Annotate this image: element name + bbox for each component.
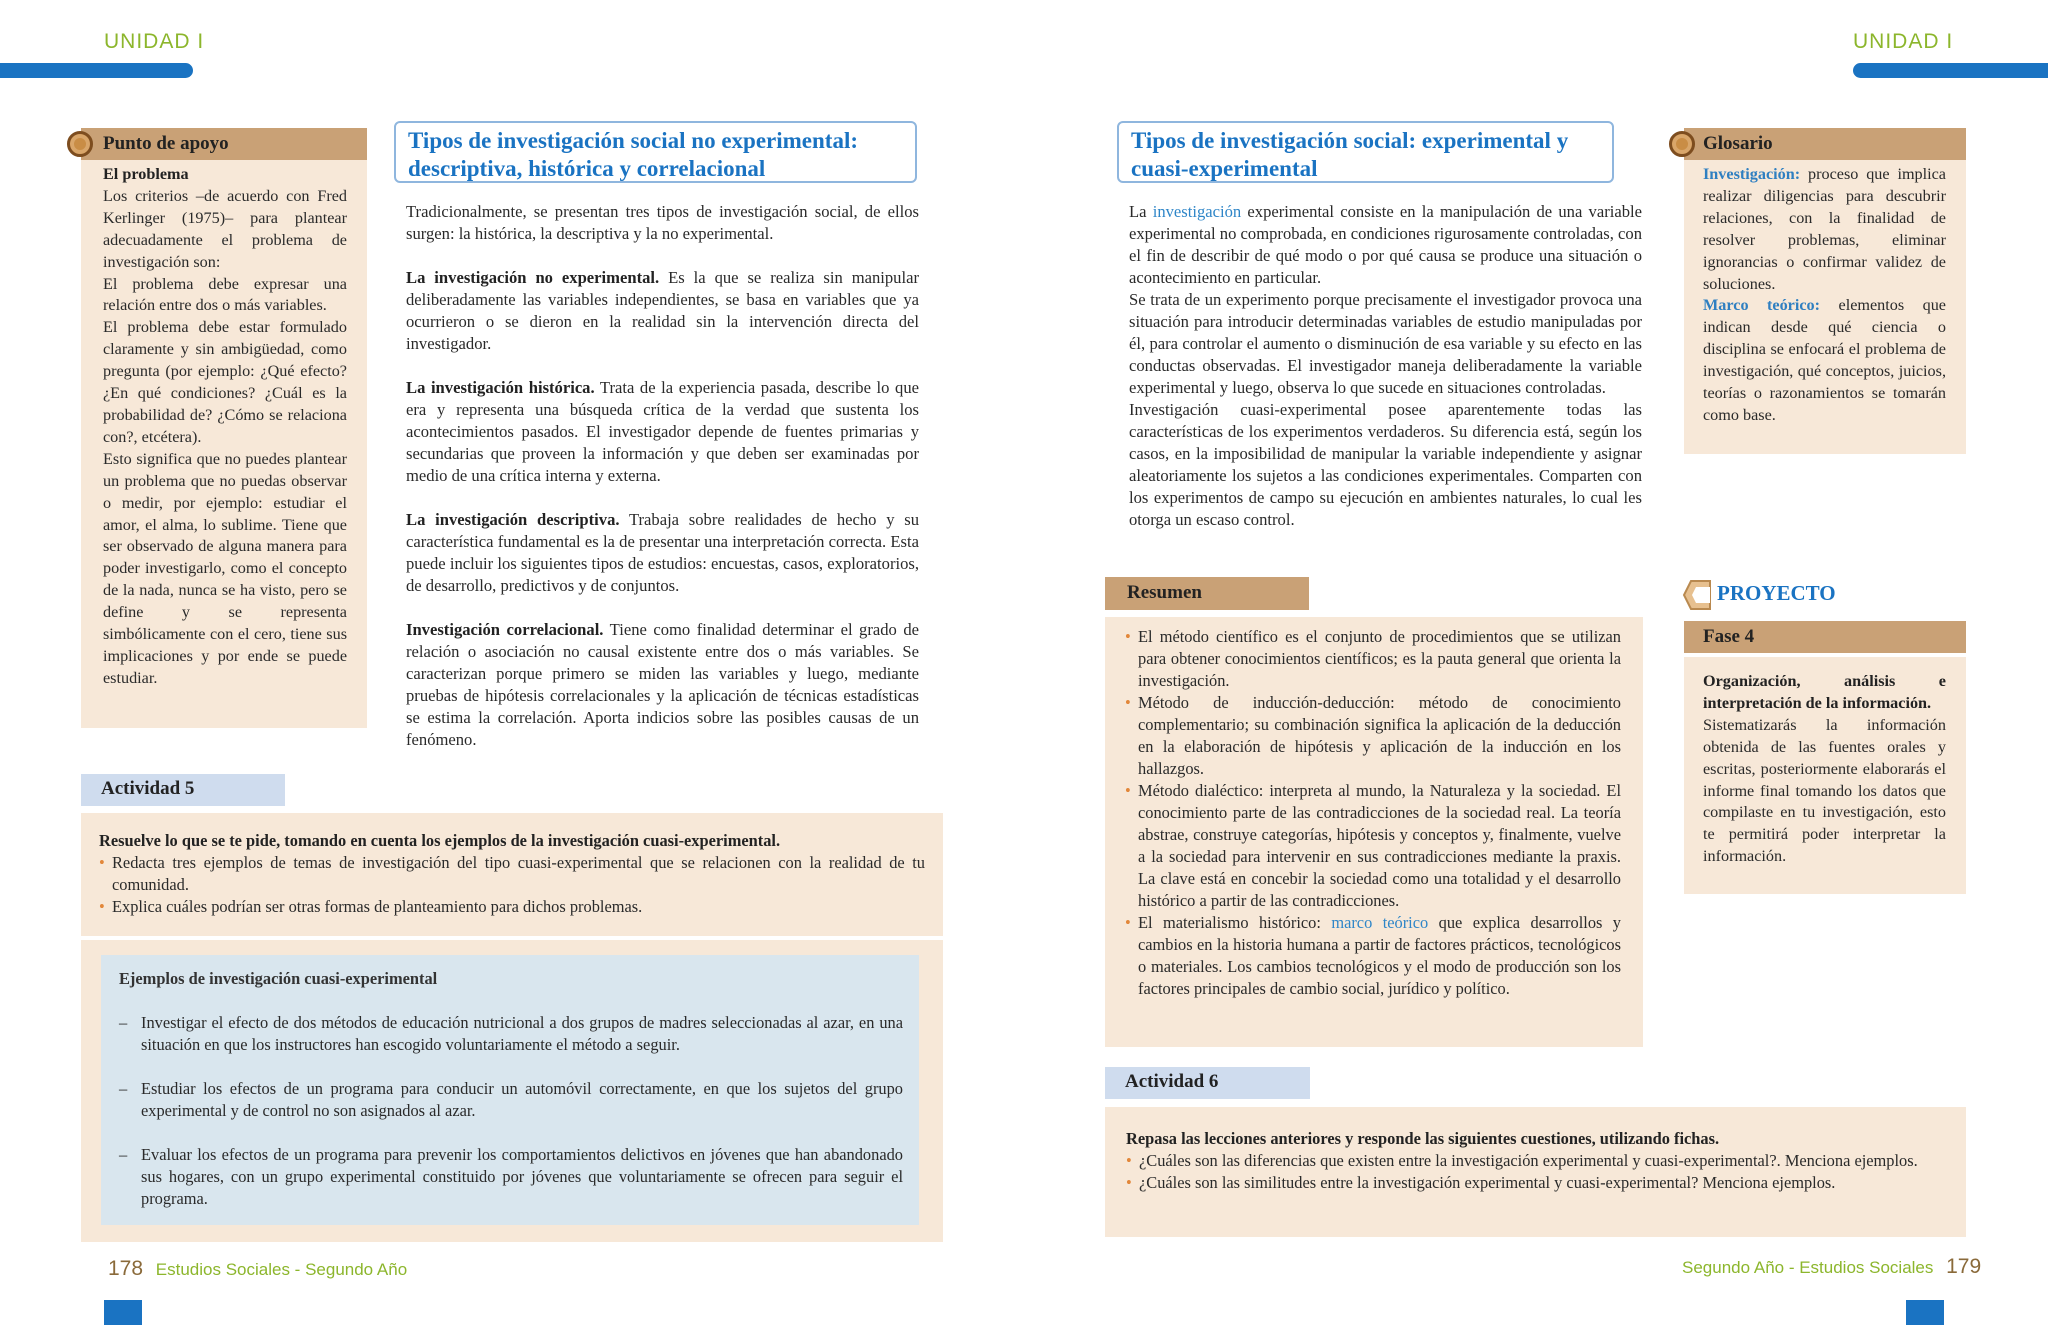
ejemplos-title: Ejemplos de investigación cuasi-experimental (119, 969, 438, 988)
page-number-left: 178 (108, 1257, 144, 1280)
actividad-6-box (1105, 1107, 1966, 1237)
body-paragraph-3: Investigación cuasi-experimental posee aparentemente todas las características de los experimentos verdaderos. Su diferencia está, según los casos, en la imposibilidad de manipular la variable independiente y asignar aleatoriamente los sujetos a las condiciones experimentales. Comparten con los experimentos de campo su ejecución en ambientes naturales, lo cual les otorga un escaso control. (1129, 400, 1642, 529)
resumen-box (1105, 617, 1643, 1047)
ejemplos-box (101, 955, 919, 1225)
proyecto-box (1684, 657, 1966, 894)
paragraph-descriptiva: La investigación descriptiva. Trabaja sobre realidades de hecho y su característica fundamental es la de presentar una interpretación correcta. Esta puede incluir los siguientes tipos de estudios: encuestas, casos, exploratorios, de desarrollo, predictivos y de conjuntos. (406, 510, 919, 595)
glosario-box (1684, 128, 1966, 454)
body-paragraph-1: La investigación experimental consiste en la manipulación de una variable experimental no comprobada, en condiciones rigurosamente controladas, con el fin de describir de qué modo o por qué causa se produce una situación o acontecimiento en particular. (1129, 202, 1642, 287)
resumen-title: Resumen (1105, 577, 1309, 610)
left-body (406, 201, 919, 751)
resumen-bullet: • El método científico es el conjunto de procedimientos que se utilizan para obtener conocimientos científicos; es la pauta general que orienta la investigación. (1125, 626, 1621, 692)
paragraph-no-experimental: La investigación no experimental. Es la que se realiza sin manipular deliberadamente las variables independientes, se basa en variables que ya ocurrieron o se dieron en la realidad sin la intervención directa del investigador. (406, 268, 919, 353)
unit-label-left: UNIDAD I (104, 30, 205, 53)
footer-text-left: Estudios Sociales - Segundo Año (155, 1260, 408, 1279)
punto-apoyo-icon (67, 131, 93, 157)
actividad-6-title: Actividad 6 (1105, 1067, 1310, 1099)
footer-tab-right (1906, 1300, 1944, 1325)
right-body (1129, 201, 1642, 531)
body-paragraph-2: Se trata de un experimento porque precisamente el investigador provoca una situación para introducir determinadas variables de estudio manipuladas por él, para controlar el aumento o disminución de esa variable y su efecto en las conductas observadas. El investigador maneja deliberadamente la variable experimental y luego, observa lo que sucede en situaciones controladas. (1129, 290, 1642, 397)
resumen-bullet: • Método dialéctico: interpreta al mundo, la Naturaleza y la sociedad. El conocimiento parte de las contradicciones de la sociedad real. La teoría abstrae, construye categorías, hipótesis y conceptos y, finalmente, vuelve a la sociedad para intervenir en sus contradicciones mediante la praxis. La clave está en concebir la sociedad como una totalidad y el desarrollo histórico a partir de las contradicciones. (1125, 780, 1621, 912)
section-title-left: Tipos de investigación social no experimental: descriptiva, histórica y correlacional (394, 121, 917, 183)
actividad-6-bullet: • ¿Cuáles son las diferencias que existen entre la investigación experimental y cuasi-experimental?. Menciona ejemplos. (1126, 1150, 1948, 1172)
section-title-right: Tipos de investigación social: experimental y cuasi-experimental (1117, 121, 1614, 183)
glosario-icon (1669, 131, 1695, 157)
ejemplo-item: – Evaluar los efectos de un programa para prevenir los comportamientos delictivos en jóvenes que han abandonado sus hogares, con un grupo experimental constituido por jóvenes que voluntariamente se ofrecen para seguir el programa. (119, 1144, 903, 1210)
unit-label-right: UNIDAD I (1853, 30, 1954, 53)
footer-text-right: Segundo Año - Estudios Sociales (1682, 1258, 1934, 1277)
ejemplo-item: – Investigar el efecto de dos métodos de educación nutricional a dos grupos de madres seleccionadas al azar, en una situación en que los instructores han escogido voluntariamente el método a seguir. (119, 1012, 903, 1056)
punto-apoyo-line: El problema debe estar formulado claramente y sin ambigüedad, como pregunta (por ejemplo: ¿Qué efecto? ¿En qué condiciones? ¿Cuál es la probabilidad de? ¿Cómo se relaciona con?, etcétera). (103, 318, 347, 446)
proyecto-bold: Organización, análisis e interpretación de la información. (1703, 672, 1946, 712)
actividad-6-instruction: Repasa las lecciones anteriores y responde las siguientes cuestiones, utilizando fichas. (1126, 1129, 1720, 1148)
footer-right (1682, 1255, 1981, 1279)
intro-paragraph: Tradicionalmente, se presentan tres tipos de investigación social, de ellos surgen: la histórica, la descriptiva y la no experimental. (406, 202, 919, 243)
punto-apoyo-line: Esto significa que no puedes plantear un problema que no puedas observar o medir, por ejemplo: estudiar el amor, el alma, lo sublime. Tiene que ser observado de alguna manera para poder investigarlo, como el concepto de la nada, nunca se ha visto, pero se define y se representa simbólicamente con el cero, tiene sus implicaciones y por ende se puede estudiar. (103, 449, 347, 687)
punto-apoyo-line: El problema debe expresar una relación entre dos o más variables. (103, 274, 347, 315)
punto-apoyo-heading: El problema (103, 165, 189, 183)
punto-apoyo-box (81, 128, 367, 728)
glosario-title: Glosario (1684, 128, 1966, 160)
actividad-5-box (81, 813, 943, 936)
proyecto-label: PROYECTO (1717, 581, 1836, 605)
link-marco-teorico[interactable]: marco teórico (1331, 913, 1429, 932)
proyecto-text: Sistematizarás la información obtenida de las fuentes orales y escritas, posteriormente elaborarás el informe final tomando los datos que compilaste en tu investigación, esto te permitirá poder interpretar la información. (1703, 715, 1946, 866)
paragraph-historica: La investigación histórica. Trata de la experiencia pasada, describe lo que era y representa una búsqueda crítica de la verdad que sustenta los acontecimientos pasados. El investigador depende de fuentes primarias y secundarias que proveen la información y que deben ser examinadas por medio de una crítica interna y externa. (406, 378, 919, 485)
actividad-5-instruction: Resuelve lo que se te pide, tomando en cuenta los ejemplos de la investigación cuasi-experimental. (99, 831, 781, 850)
resumen-bullet: • Método de inducción-deducción: método de conocimiento complementario; su combinación significa la aplicación de la deducción en la elaboración de hipótesis y aplicación de la inducción en los hallazgos. (1125, 692, 1621, 780)
proyecto-fase: Fase 4 (1684, 621, 1966, 653)
header-bar-right (1853, 63, 2048, 78)
header-bar-left (0, 63, 193, 78)
page-number-right: 179 (1946, 1255, 1982, 1278)
paragraph-correlacional: Investigación correlacional. Tiene como finalidad determinar el grado de relación o asociación no causal existente entre dos o más variables. Se caracterizan porque primero se miden las variables y luego, mediante pruebas de hipótesis correlacionales y la aplicación de técnicas estadísticas se estima la correlación. Aporta indicios sobre las posibles causas de un fenómeno. (406, 620, 920, 749)
footer-tab-left (104, 1300, 142, 1325)
punto-apoyo-line: Los criterios –de acuerdo con Fred Kerlinger (1975)– para plantear adecuadamente el problema de investigación son: (103, 186, 347, 271)
proyecto-icon (1682, 579, 1712, 611)
ejemplo-item: – Estudiar los efectos de un programa para conducir un automóvil correctamente, en que los sujetos del grupo experimental y de control no son asignados al azar. (119, 1078, 903, 1122)
actividad-5-bullet: • Redacta tres ejemplos de temas de investigación del tipo cuasi-experimental que se relacionen con la realidad de tu comunidad. (99, 852, 925, 896)
actividad-5-bullet: • Explica cuáles podrían ser otras formas de planteamiento para dichos problemas. (99, 896, 925, 918)
glosario-entry-investigacion: Investigación: proceso que implica realizar diligencias para descubrir relaciones, con la finalidad de resolver problemas, eliminar ignorancias o confirmar validez de soluciones. (1703, 165, 1946, 293)
actividad-6-bullet: • ¿Cuáles son las similitudes entre la investigación experimental y cuasi-experimental? Menciona ejemplos. (1126, 1172, 1948, 1194)
actividad-5-title: Actividad 5 (81, 774, 285, 806)
glosario-entry-marco: Marco teórico: elementos que indican desde qué ciencia o disciplina se enfocará el problema de investigación, qué conceptos, juicios, teorías o razonamientos se tomarán como base. (1703, 296, 1946, 424)
footer-left (108, 1257, 407, 1281)
resumen-bullet: • El materialismo histórico: marco teórico que explica desarrollos y cambios en la historia humana a partir de factores prácticos, tecnológicos o materiales. Los cambios tecnológicos y el modo de producción son los factores principales de cambio social, jurídico y político. (1125, 912, 1621, 1000)
link-investigacion[interactable]: investigación (1152, 202, 1242, 221)
punto-apoyo-title: Punto de apoyo (81, 128, 367, 160)
